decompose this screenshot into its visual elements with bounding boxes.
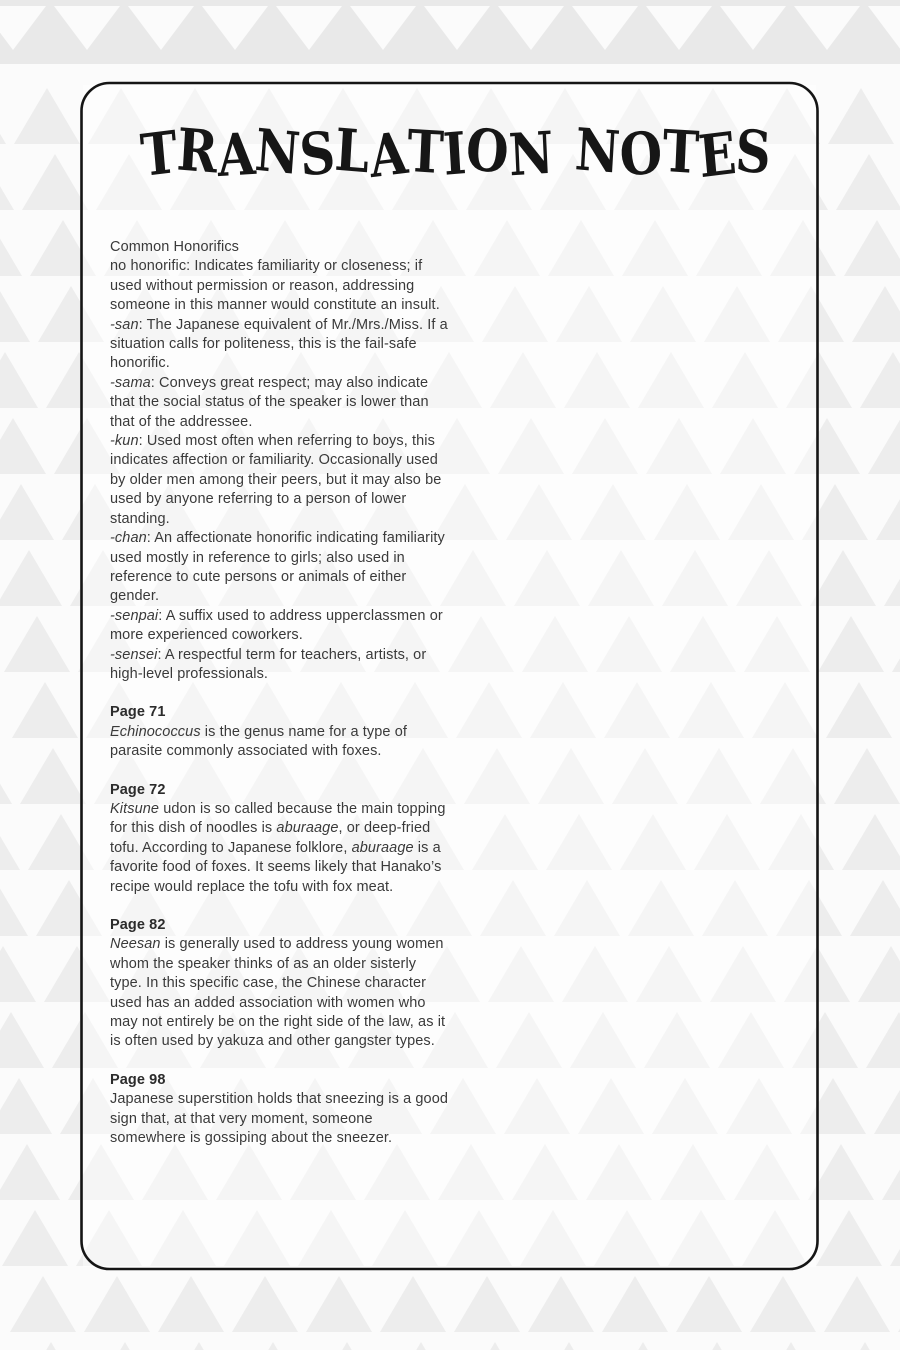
note-paragraph: Kitsune udon is so called because the main topping for this dish of noodles is aburaage, or deep-fried tofu. According to Japanese folklore, aburaage is a favorite food of foxes. It seems likely that Hanako’s recipe would replace the tofu with fox meat.	[110, 800, 446, 895]
section-heading: Page 71	[110, 704, 166, 721]
note-paragraph: -kun: Used most often when referring to boys, this indicates affection or familiarity. Occasionally used by older men among their peers, but it may also be used by anyone referring to a person of lower standing.	[110, 433, 442, 527]
note-paragraph: -chan: An affectionate honorific indicating familiarity used mostly in reference to girls; also used in reference to cute persons or animals of either gender.	[110, 530, 445, 605]
notes-sections	[110, 238, 450, 1148]
note-section	[110, 1071, 450, 1149]
note-paragraph: -sama: Conveys great respect; may also indicate that the social status of the speaker is lower than that of the addressee.	[110, 374, 429, 430]
section-heading: Page 98	[110, 1071, 166, 1088]
note-paragraph: -sensei: A respectful term for teachers, artists, or high-level professionals.	[110, 646, 427, 682]
note-paragraph: no honorific: Indicates familiarity or closeness; if used without permission or reason, addressing someone in this manner would constitute an insult.	[110, 258, 440, 314]
note-section	[110, 703, 450, 761]
note-section	[110, 781, 450, 897]
note-section	[110, 916, 450, 1052]
note-paragraph: Neesan is generally used to address young women whom the speaker thinks of as an older sisterly type. In this specific case, the Chinese character used has an added association with women who may not entirely be on the right side of the law, as it is often used by yakuza and other gangster types.	[110, 936, 446, 1050]
note-paragraph: Japanese superstition holds that sneezing is a good sign that, at that very moment, someone somewhere is gossiping about the sneezer.	[110, 1091, 449, 1147]
section-heading: Common Honorifics	[110, 239, 240, 255]
note-paragraph: -san: The Japanese equivalent of Mr./Mrs./Miss. If a situation calls for politeness, this is the fail-safe honorific.	[110, 316, 448, 372]
note-paragraph: -senpai: A suffix used to address upperclassmen or more experienced coworkers.	[110, 607, 443, 644]
section-heading: Page 82	[110, 917, 166, 933]
page-title: TRANSLATION NOTES	[138, 114, 773, 192]
note-paragraph: Echinococcus is the genus name for a type of parasite commonly associated with foxes.	[110, 723, 407, 760]
note-section	[110, 238, 450, 684]
section-heading: Page 72	[110, 781, 166, 798]
